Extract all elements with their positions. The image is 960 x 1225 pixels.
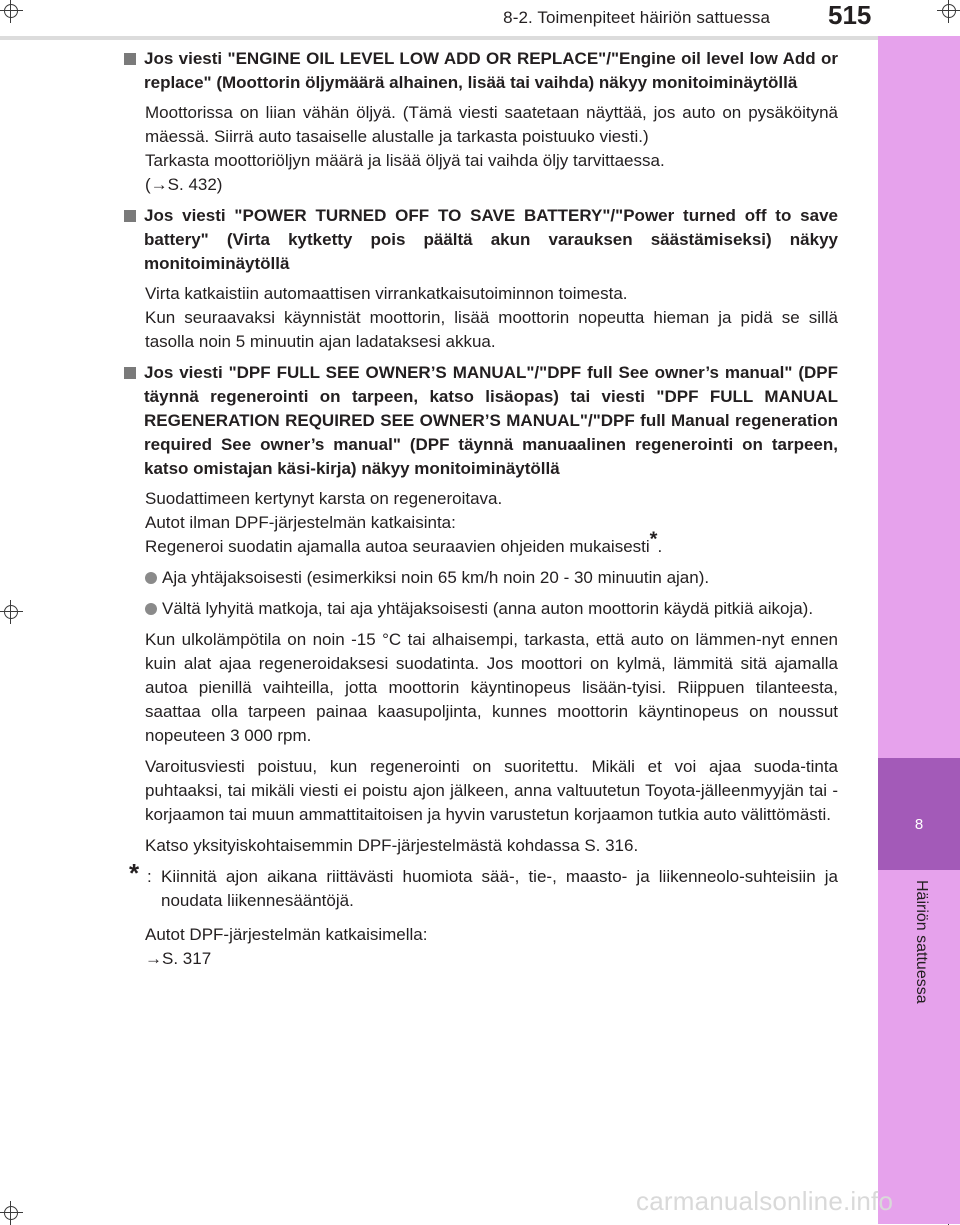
paragraph: Kun ulkolämpötila on noin -15 °C tai alhaisempi, tarkasta, että auto on lämmen-nyt ennen kuin alat ajaa regeneroidaksesi suodatinta. Jos moottori on kylmä, lämmitä sitä ajamalla autoa pienillä vaihteilla, jotta moottorin käyntinopeus lisään-tyisi. Riippuen tilanteesta, saattaa olla tarpeen painaa kaasupoljinta, kunnes moottorin käyntinopeus on noussut nopeuteen 3 000 rpm.: [145, 630, 838, 745]
chapter-side-tab: [878, 36, 960, 1224]
page-reference: →S. 317: [145, 949, 212, 968]
crop-mark-top-right: [937, 0, 960, 23]
header-rule: [0, 36, 878, 40]
footnote-star-marker: *: [649, 528, 658, 551]
section-heading: [120, 204, 838, 276]
list-item: [145, 566, 838, 590]
page-content: [120, 47, 838, 978]
paragraph-line: [145, 528, 838, 559]
sentence-end: .: [657, 537, 663, 556]
square-bullet-icon: [124, 53, 136, 65]
square-bullet-icon: [124, 367, 136, 379]
crop-mark-mid-left: [0, 600, 23, 624]
paragraph-line: Autot DPF-järjestelmän katkaisimella:: [145, 925, 428, 944]
square-bullet-icon: [124, 210, 136, 222]
page-reference: (→S. 432): [145, 175, 223, 194]
paragraph: [145, 101, 838, 197]
watermark: carmanualsonline.info: [636, 1186, 894, 1216]
footnote-text: Kiinnitä ajon aikana riittävästi huomiota sää-, tie-, maasto- ja liikenneolo-suhteisiin ja noudata liikennesääntöjä.: [161, 867, 838, 910]
paragraph-line-text: Regeneroi suodatin ajamalla autoa seuraavien ohjeiden mukaisesti: [145, 537, 650, 556]
paragraph-line: Kun seuraavaksi käynnistät moottorin, lisää moottorin nopeutta hieman ja pidä se sillä tasolla noin 5 minuutin ajan ladataksesi akkua.: [145, 308, 838, 351]
paragraph-line: Suodattimeen kertynyt karsta on regeneroitava.: [145, 489, 503, 508]
chapter-label: Häiriön sattuessa: [913, 880, 930, 1004]
page-number: 515: [828, 0, 872, 30]
paragraph: [145, 282, 838, 354]
crop-mark-top-left: [0, 0, 23, 23]
chapter-number: 8: [914, 816, 924, 833]
paragraph: Varoitusviesti poistuu, kun regenerointi on suoritettu. Mikäli et voi ajaa suoda-tinta puhtaaksi, tai mikäli viesti ei poistu ajon jälkeen, anna valtuutetun Toyota-jälleenmyyjän tai -korjaamon tai muun ammattitaitoisen ja hyvin varustetun korjaamon tutkia auto välittömästi.: [145, 757, 838, 824]
paragraph: [145, 923, 838, 971]
list-item: [145, 597, 838, 621]
section-heading: [120, 361, 838, 481]
footnote-star: *: [129, 858, 140, 888]
heading-text: Jos viesti "DPF FULL SEE OWNER’S MANUAL"/"DPF full See owner’s manual" (DPF täynnä regenerointi on tarpeen, katso lisäopas) tai viesti "DPF FULL MANUAL REGENERATION REQUIRED SEE OWNER’S MANUAL"/"DPF full Manual regeneration required See owner’s manual" (DPF täynnä manuaalinen regenerointi on tarpeen, katso omistajan käsi-kirja) näkyy monitoiminäytöllä: [144, 363, 838, 478]
heading-text: Jos viesti "ENGINE OIL LEVEL LOW ADD OR REPLACE"/"Engine oil level low Add or replace" (Moottorin öljymäärä alhainen, lisää tai vaihda) näkyy monitoiminäytöllä: [144, 49, 838, 92]
list-item-text: Aja yhtäjaksoisesti (esimerkiksi noin 65 km/h noin 20 - 30 minuutin ajan).: [162, 568, 710, 587]
paragraph: Katso yksityiskohtaisemmin DPF-järjestelmästä kohdassa S. 316.: [145, 836, 639, 855]
paragraph-line: Tarkasta moottoriöljyn määrä ja lisää öljyä tai vaihda öljy tarvittaessa.: [145, 151, 665, 170]
paragraph-line: Virta katkaistiin automaattisen virrankatkaisutoiminnon toimesta.: [145, 284, 628, 303]
paragraph: [145, 487, 838, 559]
heading-text: Jos viesti "POWER TURNED OFF TO SAVE BATTERY"/"Power turned off to save battery" (Virta kytketty pois päältä akun varauksen säästämiseksi) näkyy monitoiminäytöllä: [144, 206, 838, 273]
paragraph-line: Moottorissa on liian vähän öljyä. (Tämä viesti saatetaan näyttää, jos auto on pysäköitynä mäessä. Siirrä auto tasaiselle alustalle ja tarkasta poistuuko viesti.): [145, 103, 838, 146]
section-title: 8-2. Toimenpiteet häiriön sattuessa: [503, 8, 770, 27]
paragraph-line: Autot ilman DPF-järjestelmän katkaisinta:: [145, 513, 456, 532]
list-item-text: Vältä lyhyitä matkoja, tai aja yhtäjaksoisesti (anna auton moottorin käydä pitkiä aikoja).: [162, 599, 814, 618]
round-bullet-icon: [145, 572, 157, 584]
section-heading: [120, 47, 838, 95]
round-bullet-icon: [145, 603, 157, 615]
chapter-number-box: [878, 758, 960, 870]
footnote-colon: :: [147, 867, 152, 886]
crop-mark-bottom-left: [0, 1201, 23, 1225]
footnote: [129, 858, 838, 913]
